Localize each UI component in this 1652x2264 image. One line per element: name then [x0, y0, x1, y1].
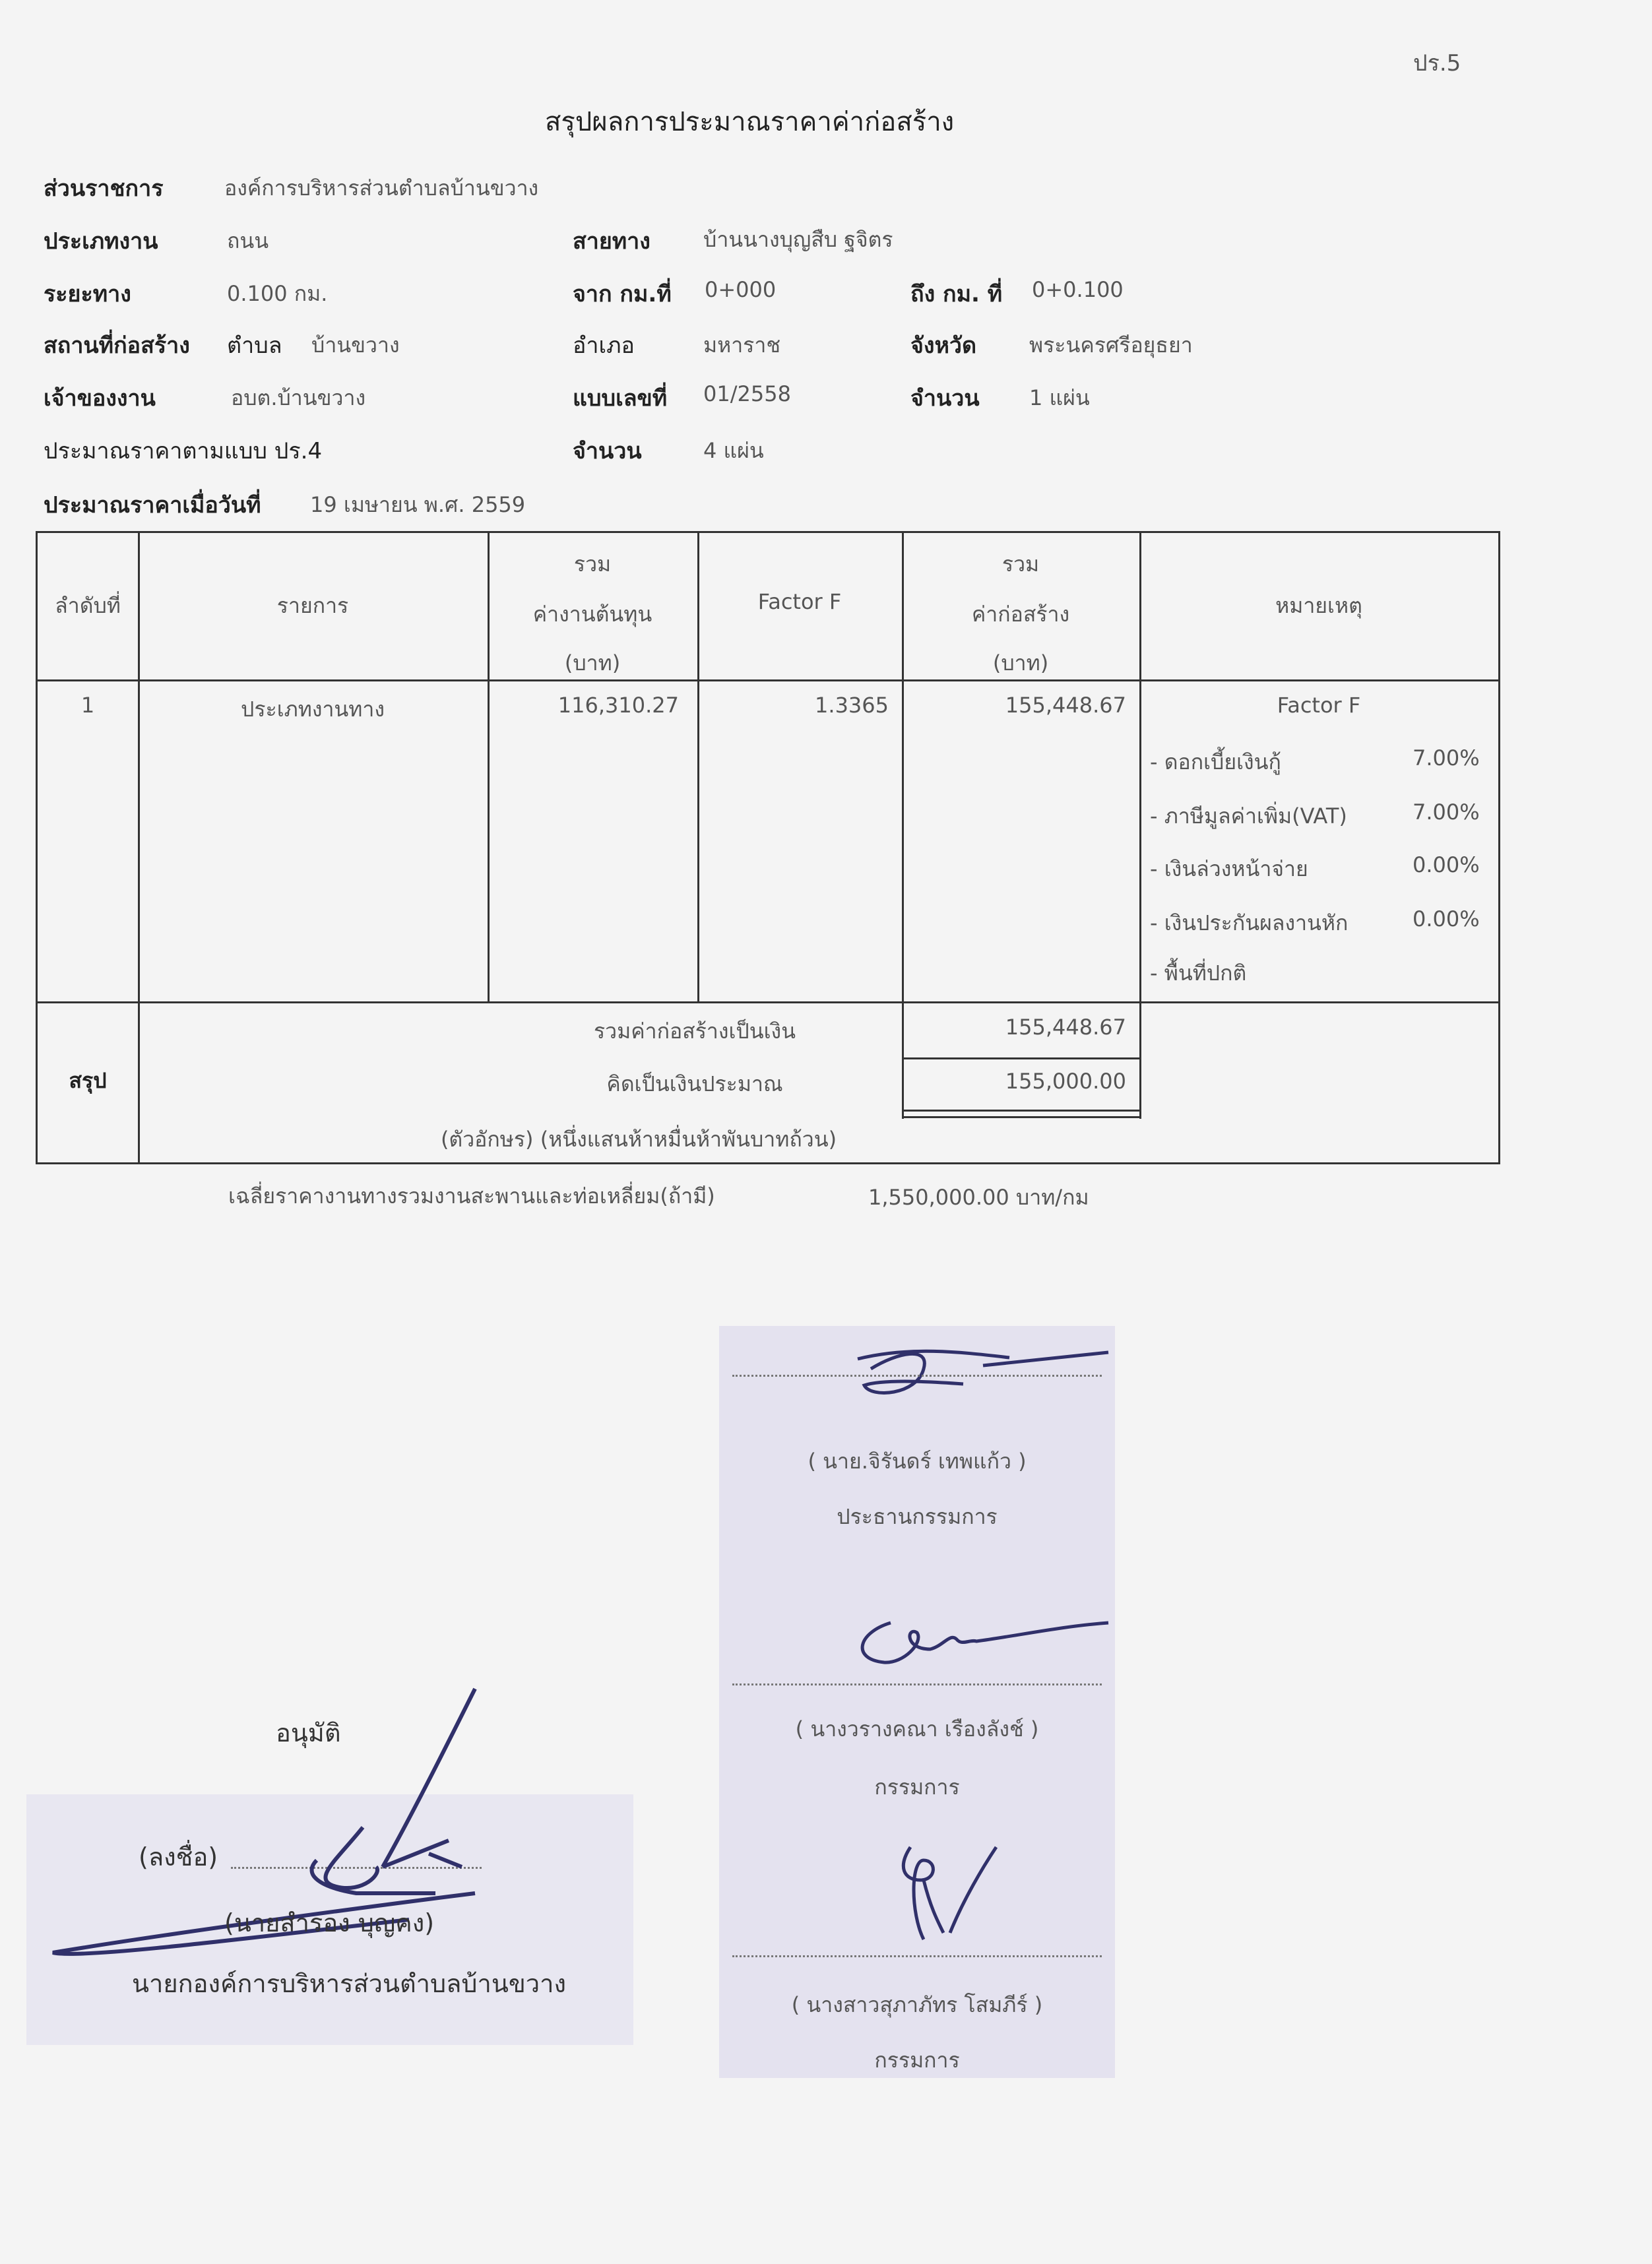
work-type-value: ถนน [227, 228, 269, 253]
approval-name: (นายสำรอง บุญคง) [224, 1908, 435, 1937]
remark-item-value: 7.00% [1413, 745, 1480, 770]
approval-heading: อนุมัติ [276, 1718, 341, 1747]
route-label: สายทาง [573, 228, 651, 255]
work-type-label: ประเภทงาน [44, 228, 158, 255]
summary-total-label: รวมค่าก่อสร้างเป็นเงิน [593, 1019, 796, 1044]
to-km-label: ถึง กม. ที่ [910, 281, 1003, 307]
from-km-value: 0+000 [705, 277, 777, 302]
committee-name: ( นาย.จิรันดร์ เทพแก้ว ) [808, 1449, 1027, 1474]
committee-role: กรรมการ [874, 1775, 960, 1800]
header-total-line2: ค่าก่อสร้าง [971, 602, 1070, 627]
form-code: ปร.5 [1413, 50, 1461, 77]
owner-label: เจ้าของงาน [44, 385, 156, 412]
header-cost-line2: ค่างานต้นทุน [532, 602, 652, 627]
distance-value: 0.100 กม. [227, 281, 328, 306]
committee-role: ประธานกรรมการ [837, 1504, 998, 1529]
district-value: มหาราช [703, 332, 781, 358]
row-cost: 116,310.27 [557, 693, 679, 718]
member-signature [884, 1840, 1016, 1946]
remark-item-value: 0.00% [1413, 852, 1480, 877]
sheets-label: จำนวน [910, 385, 980, 412]
approval-sign-prefix: (ลงชื่อ) [139, 1842, 218, 1871]
sheets-value: 1 แผ่น [1029, 385, 1090, 410]
estimate-sheets-value: 4 แผ่น [703, 438, 764, 463]
agency-label: ส่วนราชการ [44, 175, 164, 202]
row-item: ประเภทงานทาง [241, 697, 385, 722]
header-remark: หมายเหตุ [1275, 593, 1362, 618]
remark-item-value: 0.00% [1413, 906, 1480, 931]
estimate-sheets-label: จำนวน [573, 438, 642, 464]
header-total-line1: รวม [1001, 551, 1040, 577]
summary-divider-1 [902, 1057, 1139, 1059]
agency-value: องค์การบริหารส่วนตำบลบ้านขวาง [224, 175, 539, 201]
committee-signature-area [719, 1326, 1115, 2078]
header-cost-line1: รวม [573, 551, 612, 577]
page-title: สรุปผลการประมาณราคาค่าก่อสร้าง [545, 107, 955, 137]
committee-name: ( นางวรางคณา เรืองลังช์ ) [795, 1716, 1039, 1742]
member-signature [844, 1610, 1122, 1682]
remark-item-label: - ดอกเบี้ยเงินกู้ [1150, 749, 1281, 774]
header-seq: ลำดับที่ [55, 593, 121, 618]
plan-no-label: แบบเลขที่ [573, 385, 668, 412]
approval-position: นายกองค์การบริหารส่วนตำบลบ้านขวาง [132, 1969, 567, 1998]
row-seq: 1 [80, 693, 95, 718]
remark-item-label: - พื้นที่ปกติ [1150, 960, 1247, 986]
subdistrict-value: บ้านขวาง [311, 332, 400, 358]
signature-line [732, 1375, 1102, 1377]
subdistrict-label: ตำบล [227, 332, 282, 359]
summary-approx-label: คิดเป็นเงินประมาณ [606, 1071, 783, 1096]
summary-divider-3 [902, 1116, 1139, 1118]
remark-title: Factor F [1277, 693, 1361, 718]
province-label: จังหวัด [910, 332, 977, 359]
province-value: พระนครศรีอยุธยา [1029, 332, 1193, 358]
to-km-value: 0+0.100 [1032, 277, 1124, 302]
summary-in-words: (ตัวอักษร) (หนึ่งแสนห้าหมื่นห้าพันบาทถ้วน) [440, 1127, 837, 1152]
estimate-by-label: ประมาณราคาตามแบบ ปร.4 [44, 438, 323, 464]
header-total-line3: (บาท) [992, 650, 1049, 676]
distance-label: ระยะทาง [44, 281, 131, 307]
row-total: 155,448.67 [1005, 693, 1126, 718]
summary-divider-2 [902, 1110, 1139, 1112]
remark-item-label: - เงินล่วงหน้าจ่าย [1150, 856, 1308, 881]
average-note-label: เฉลี่ยราคางานทางรวมงานสะพานและท่อเหลี่ยม(ถ้ามี) [228, 1183, 715, 1209]
owner-value: อบต.บ้านขวาง [231, 385, 366, 410]
remark-item-label: - ภาษีมูลค่าเพิ่ม(VAT) [1150, 803, 1347, 829]
summary-approx-value: 155,000.00 [1005, 1069, 1126, 1094]
route-value: บ้านนางบุญสืบ ฐจิตร [703, 227, 893, 252]
signature-line [732, 1683, 1102, 1685]
estimate-table [36, 531, 1500, 1164]
table-header-divider [38, 679, 1498, 681]
table-bottom-border [38, 1162, 1498, 1164]
plan-no-value: 01/2558 [703, 381, 791, 406]
signature-line [732, 1955, 1102, 1957]
remark-item-label: - เงินประกันผลงานหัก [1150, 910, 1349, 935]
row-factor: 1.3365 [815, 693, 889, 718]
district-label: อำเภอ [573, 332, 635, 359]
location-label: สถานที่ก่อสร้าง [44, 332, 190, 359]
header-factor: Factor F [757, 589, 842, 614]
col-divider-1 [138, 533, 140, 1164]
chairman-signature [844, 1333, 1122, 1405]
estimate-date-label: ประมาณราคาเมื่อวันที่ [44, 492, 261, 519]
table-body-divider [38, 1001, 1498, 1003]
committee-name: ( นางสาวสุภาภัทร โสมภีร์ ) [791, 1992, 1043, 2017]
header-cost-line3: (บาท) [564, 650, 621, 676]
summary-total-value: 155,448.67 [1005, 1015, 1126, 1040]
summary-label: สรุป [69, 1068, 107, 1093]
header-item: รายการ [276, 593, 349, 618]
from-km-label: จาก กม.ที่ [573, 281, 672, 307]
estimate-date-value: 19 เมษายน พ.ศ. 2559 [310, 492, 526, 517]
remark-item-value: 7.00% [1413, 800, 1480, 825]
committee-role: กรรมการ [874, 2048, 960, 2073]
average-note-value: 1,550,000.00 บาท/กม [868, 1185, 1089, 1210]
